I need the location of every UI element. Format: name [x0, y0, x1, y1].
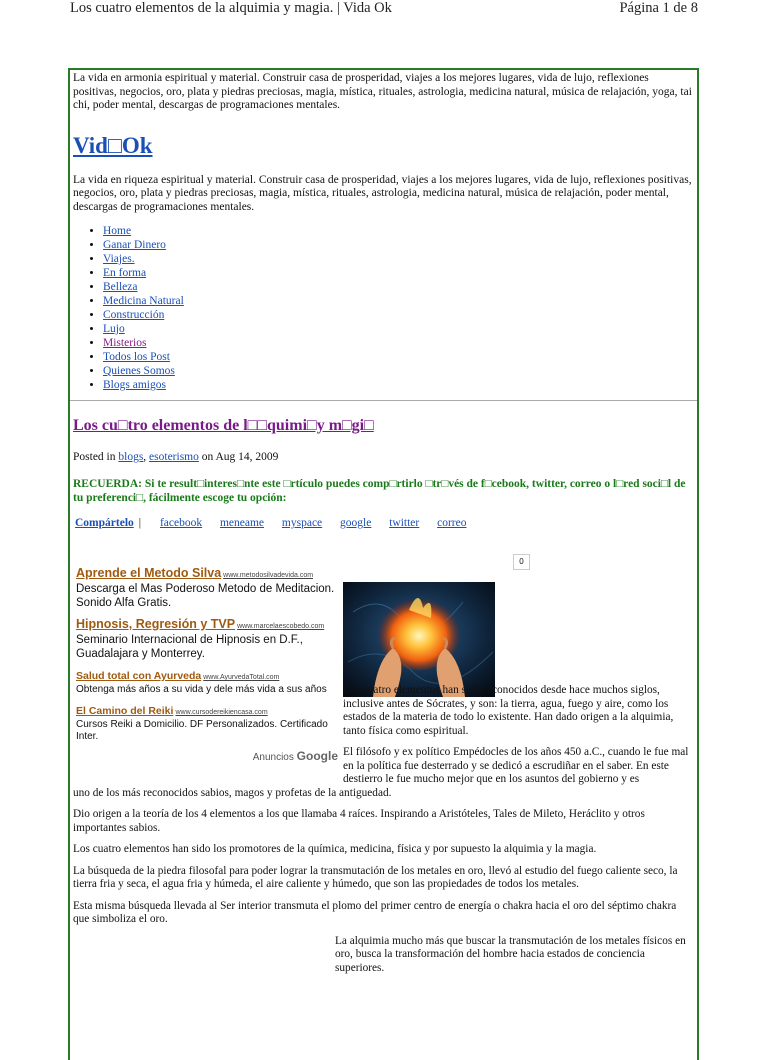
ad-text: Descarga el Mas Poderoso Metodo de Meditacion. Sonido Alfa Gratis.: [76, 583, 335, 609]
share-counter: 0: [513, 554, 530, 570]
share-lead-link[interactable]: Compártelo: [75, 517, 134, 529]
nav-item-viajes: [103, 252, 694, 266]
article-paragraph: Los cuatro elementos han sido reconocidos desde hace muchos siglos, inclusive antes de Sócrates, y son: la tierra, agua, fuego y aire, como los estados de la materia de todo lo existente. Han dado origen a la alquimia, tanto física como espiritual.: [343, 684, 674, 737]
page-number: Página 1 de 8: [619, 0, 698, 16]
nav-item-misterios: [103, 336, 694, 350]
nav-link-viajes[interactable]: Viajes.: [103, 253, 135, 265]
share-google-link[interactable]: google: [340, 517, 372, 529]
article-paragraph: Esta misma búsqueda llevada al Ser interior transmuta el plomo del primer centro de energía o chakra hacia el oro del séptimo chakra que simboliza el oro.: [73, 899, 677, 925]
nav-item-construccion: [103, 308, 694, 322]
fire-hands-image: [343, 582, 495, 697]
share-myspace-link[interactable]: myspace: [281, 517, 323, 529]
nav-item-quienes-somos: [103, 364, 694, 378]
ad-text: Cursos Reiki a Domicilio. DF Personalizados. Certificado Inter.: [76, 719, 328, 742]
site-title-link[interactable]: Vid□Ok: [73, 132, 153, 158]
page-content: [73, 72, 694, 974]
document-title: Los cuatro elementos de la alquimia y magia. | Vida Ok: [70, 0, 392, 16]
ad-headline[interactable]: El Camino del Reiki: [76, 705, 174, 717]
nav-item-todos-los-post: [103, 350, 694, 364]
ad-item[interactable]: [76, 615, 338, 661]
nav-item-belleza: [103, 280, 694, 294]
article-paragraph: La búsqueda de la piedra filosofal para poder lograr la transmutación de los metales en oro, llevó al estudio del fuego caliente seco, la tierra fria y seca, el agua fria y húmeda, el aire caliente y húmedo, que son las propiedades de todos los metales.: [73, 864, 678, 890]
fire-hands-illustration: [343, 582, 495, 697]
ads-by-label: Anuncios: [252, 752, 294, 763]
ad-url[interactable]: www.metodosilvadevida.com: [223, 572, 314, 579]
article-paragraph: El filósofo y ex político Empédocles de los años 450 a.C., cuando le fue mal en la política fue desterrado y se dedicó a escrudiñar en el saber. En este destierro le fue mucho mejor que en los asuntos del gobierno y es: [343, 746, 689, 785]
post-date: on Aug 14, 2009: [198, 451, 279, 463]
site-tagline: La vida en armonia espiritual y material. Construir casa de prosperidad, viajes a los mejores lugares, vida de lujo, reflexiones positivas, negocios, oro, plata y piedras preciosas, magia, mística, rituales, astrologia, medicina natural, música de relajación, yoga, tai chi, poder mental, descargas de programaciones mentales.: [73, 72, 692, 111]
nav-link-lujo[interactable]: Lujo: [103, 323, 125, 335]
ad-headline[interactable]: Aprende el Metodo Silva: [76, 566, 222, 580]
nav-link-ganar-dinero[interactable]: Ganar Dinero: [103, 239, 166, 251]
article-body: [73, 684, 694, 983]
nav-link-blogs-amigos[interactable]: Blogs amigos: [103, 379, 166, 391]
ad-headline[interactable]: Salud total con Ayurveda: [76, 670, 202, 682]
article-paragraph: uno de los más reconocidos sabios, magos y profetas de la antiguedad.: [73, 786, 392, 799]
main-navigation: [73, 224, 694, 392]
share-separator: |: [138, 517, 142, 529]
post-title-link[interactable]: Los cu□tro elementos de l□□quimi□y m□gi□: [73, 417, 374, 434]
post-title: [73, 417, 694, 435]
category-link-blogs[interactable]: blogs: [118, 451, 144, 463]
nav-item-home: [103, 224, 694, 238]
nav-link-medicina-natural[interactable]: Medicina Natural: [103, 295, 184, 307]
share-bar: [73, 517, 694, 529]
nav-link-belleza[interactable]: Belleza: [103, 281, 138, 293]
article-paragraph: La alquimia mucho más que buscar la transmutación de los metales físicos en oro, busca la transformación del hombre hacia estados de conciencia superiores.: [335, 934, 686, 974]
ad-headline[interactable]: Hipnosis, Regresión y TVP: [76, 617, 236, 631]
article-paragraph: Dio origen a la teoría de los 4 elementos a los que llamaba 4 raíces. Inspirando a Aristóteles, Tales de Mileto, Heráclito y otros importantes sabios.: [73, 808, 645, 834]
nav-item-blogs-amigos: [103, 378, 694, 392]
category-separator: ,: [143, 451, 150, 463]
nav-item-ganar-dinero: [103, 238, 694, 252]
nav-link-home[interactable]: Home: [103, 225, 132, 237]
nav-link-quienes-somos[interactable]: Quienes Somos: [103, 365, 175, 377]
page-frame: [68, 68, 699, 1060]
ad-item[interactable]: [76, 564, 338, 610]
site-description: La vida en riqueza espiritual y material. Construir casa de prosperidad, viajes a los mejores lugares, vida de lujo, reflexiones positivas, negocios, oro, plata y piedras preciosas, magia, mística, rituales, astrologia, medicina natural, música de relajación, poder mental, descargas de programaciones mentales.: [73, 173, 692, 213]
article-paragraph: Los cuatro elementos han sido los promotores de la química, medicina, física y por supuesto la alquimia y la magia.: [73, 843, 597, 855]
print-header: [70, 0, 698, 22]
share-correo-link[interactable]: correo: [437, 517, 467, 529]
nav-link-misterios[interactable]: Misterios: [103, 337, 147, 349]
nav-item-en-forma: [103, 266, 694, 280]
divider: [70, 400, 697, 401]
nav-link-en-forma[interactable]: En forma: [103, 267, 147, 279]
site-title: [73, 133, 694, 159]
nav-link-todos-los-post[interactable]: Todos los Post: [103, 351, 170, 363]
post-meta: [73, 451, 694, 463]
nav-link-construccion[interactable]: Construcción: [103, 309, 165, 321]
ad-url[interactable]: www.marcelaescobedo.com: [237, 623, 325, 630]
posted-in-label: Posted in: [73, 451, 119, 463]
share-twitter-link[interactable]: twitter: [389, 517, 420, 529]
ad-url[interactable]: www.cursodereikiencasa.com: [175, 709, 268, 716]
ad-text: Seminario Internacional de Hipnosis en D.F., Guadalajara y Monterrey.: [76, 634, 303, 660]
share-meneame-link[interactable]: meneame: [219, 517, 265, 529]
google-logo: Google: [296, 749, 338, 763]
category-link-esoterismo[interactable]: esoterismo: [149, 451, 199, 463]
ad-url[interactable]: www.AyurvedaTotal.com: [203, 674, 280, 681]
nav-item-medicina-natural: [103, 294, 694, 308]
ad-text: Obtenga más años a su vida y dele más vida a sus años: [76, 684, 327, 695]
share-facebook-link[interactable]: facebook: [159, 517, 203, 529]
nav-item-lujo: [103, 322, 694, 336]
share-reminder: RECUERDA: Si te result□interes□nte este □rtículo puedes comp□rtirlo □tr□vés de f□cebook, twitter, correo o l□red soci□l de tu preferenci□, fácilmente escoge tu opción:: [73, 478, 686, 504]
